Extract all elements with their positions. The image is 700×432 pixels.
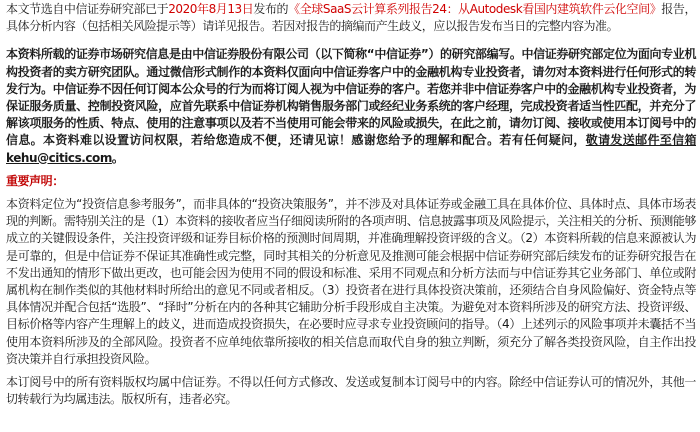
notice-end: 。 (111, 150, 124, 165)
report-title: 《全球SaaS云计算系列报告24：从Autodesk看国内建筑软件云化空间》 (288, 2, 662, 16)
intro-text-end: 报告，具体分析内容（包括相关风险提示等）请详见报告。若因对报告的摘编而产生歧义，应以报告发布当日的完整内容为准。 (6, 2, 697, 34)
notice-text: 本资料所载的证券市场研究信息是由中信证券股份有限公司（以下简称“中信证券”）的研究部编写。中信证券研究部定位为面向专业机构投资者的卖方研究团队。通过微信形式制作的本资料仅面向中信证券客户中的金融机构专业投资者，请勿对本资料进行任何形式的转发行为。中信证券不因任何订阅本公众号的行为而将订阅人视为中信证券的客户。若您并非中信证券客户中的金融机构专业投资者，为保证服务质量、控制投资风险，应首先联系中信证券机构销售服务部门或经纪业务系统的客户经理，完成投资者适当性匹配，并充分了解该项服务的性质、特点、使用的注意事项以及若不当使用可能会带来的风险或损失，在此之前，请勿订阅、接收或使用本订阅号中的信息。本资料难以设置访问权限，若给您造成不便，还请见谅！感谢您给予的理解和配合。若有任何疑问， (6, 47, 696, 148)
document-body (6, 1, 696, 408)
contact-email-link[interactable]: 敬请发送邮件至信箱kehu@citics.com (6, 133, 696, 165)
intro-text-middle: 发布的 (253, 2, 289, 16)
important-statement-heading: 重要声明： (6, 173, 64, 188)
important-statement-paragraph (6, 196, 696, 368)
copyright-text: 本订阅号中的所有资料版权均属中信证券。不得以任何方式修改、发送或复制本订阅号中的内容。除经中信证券认可的情况外，其他一切转载行为均属违法。版权所有，违者必究。 (6, 375, 696, 407)
notice-paragraph (6, 46, 696, 166)
intro-paragraph (6, 1, 696, 35)
report-date: 2020年8月13日 (168, 2, 254, 16)
important-statement-text: 本资料定位为“投资信息参考服务”，而非具体的“投资决策服务”，并不涉及对具体证券或金融工具在具体价位、具体时点、具体市场表现的判断。需特别关注的是（1）本资料的接收者应当仔细阅读所附的各项声明、信息披露事项及风险提示，关注相关的分析、预测能够成立的关键假设条件，关注投资评级和证券目标价格的预测时间周期，并准确理解投资评级的含义。（2）本资料所载的信息来源被认为是可靠的，但是中信证券不保证其准确性或完整，同时其相关的分析意见及推测可能会根据中信证券研究部后续发布的证券研究报告在不发出通知的情形下做出更改，也可能会因为使用不同的假设和标准、采用不同观点和分析方法而与中信证券其它业务部门、单位或附属机构在制作类似的其他材料时所给出的意见不同或者相反。（3）投资者在进行具体投资决策前，还须结合自身风险偏好、资金特点等具体情况并配合包括“选股”、“择时”分析在内的各种其它辅助分析手段形成自主决策。为避免对本资料所涉及的研究方法、投资评级、目标价格等内容产生理解上的歧义，进而造成投资损失，在必要时应寻求专业投资顾问的指导。（4）上述列示的风险事项并未囊括不当使用本资料所涉及的全部风险。投资者不应单纯依靠所接收的相关信息而取代自身的独立判断，须充分了解各类投资风险，自主作出投资决策并自行承担投资风险。 (6, 197, 696, 366)
copyright-paragraph (6, 374, 696, 408)
intro-text-start: 本文节选自中信证券研究部已于 (6, 2, 169, 16)
